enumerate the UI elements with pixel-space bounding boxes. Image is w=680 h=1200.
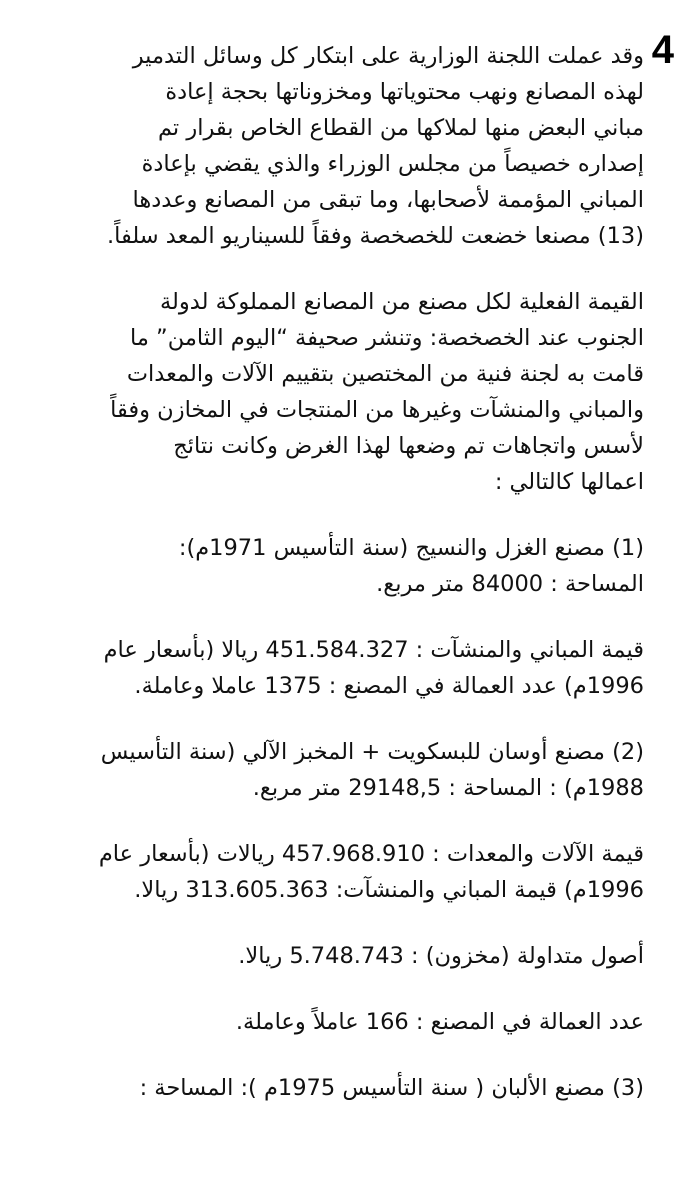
paragraph-workforce bbox=[40, 1004, 644, 1040]
text-line: (2) مصنع أوسان للبسكويت + المخبز الآلي (سنة التأسيس bbox=[100, 739, 644, 765]
paragraph-current-assets bbox=[40, 938, 644, 974]
text-line: قيمة المباني والمنشآت : 451.584.327 ريالا (بأسعار عام bbox=[103, 637, 644, 663]
text-line: إصداره خصيصاً من مجلس الوزراء والذي يقضي بإعادة bbox=[141, 151, 644, 177]
text-line: المساحة : 84000 متر مربع. bbox=[376, 571, 644, 597]
text-line: الجنوب عند الخصخصة: وتنشر صحيفة “اليوم الثامن” ما bbox=[129, 325, 644, 351]
text-line: والمباني والمنشآت وغيرها من المنتجات في المخازن وفقاً bbox=[110, 397, 644, 423]
text-line: مباني البعض منها لملاكها من القطاع الخاص بقرار تم bbox=[157, 115, 644, 141]
text-line: (13) مصنعا خضعت للخصخصة وفقاً للسيناريو المعد سلفاً. bbox=[106, 223, 644, 249]
page-number: 4 bbox=[651, 28, 674, 72]
text-line: 1996م) قيمة المباني والمنشآت: 313.605.363 ريالا. bbox=[134, 877, 644, 903]
text-line: (3) مصنع الألبان ( سنة التأسيس 1975م ): المساحة : bbox=[139, 1075, 644, 1101]
paragraph-factory-3 bbox=[40, 1070, 644, 1106]
text-line: قيمة الآلات والمعدات : 457.968.910 ريالات (بأسعار عام bbox=[98, 841, 644, 867]
text-line: 1996م) عدد العمالة في المصنع : 1375 عاملا وعاملة. bbox=[134, 673, 644, 699]
text-line: المباني المؤممة لأصحابها، وما تبقى من المصانع وعددها bbox=[132, 187, 644, 213]
paragraph-intro bbox=[40, 38, 644, 254]
text-line: (1) مصنع الغزل والنسيج (سنة التأسيس 1971م): bbox=[178, 535, 644, 561]
text-line: 1988م) : المساحة : 29148,5 متر مربع. bbox=[252, 775, 644, 801]
text-line: وقد عملت اللجنة الوزارية على ابتكار كل وسائل التدمير bbox=[132, 43, 644, 69]
text-line: لأسس واتجاهات تم وضعها لهذا الغرض وكانت نتائج bbox=[173, 433, 644, 459]
paragraph-factory-1 bbox=[40, 530, 644, 602]
text-line: لهذه المصانع ونهب محتوياتها ومخزوناتها بحجة إعادة bbox=[165, 79, 644, 105]
paragraph-factory-2-values bbox=[40, 836, 644, 908]
text-line: اعمالها كالتالي : bbox=[494, 469, 644, 495]
article-body bbox=[40, 38, 644, 1136]
paragraph-factory-2 bbox=[40, 734, 644, 806]
text-line: أصول متداولة (مخزون) : 5.748.743 ريالا. bbox=[238, 943, 644, 969]
text-line: عدد العمالة في المصنع : 166 عاملاً وعاملة. bbox=[235, 1009, 644, 1035]
paragraph-factory-1-values bbox=[40, 632, 644, 704]
text-line: القيمة الفعلية لكل مصنع من المصانع المملوكة لدولة bbox=[159, 289, 644, 315]
paragraph-valuation bbox=[40, 284, 644, 500]
text-line: قامت به لجنة فنية من المختصين بتقييم الآلات والمعدات bbox=[126, 361, 644, 387]
